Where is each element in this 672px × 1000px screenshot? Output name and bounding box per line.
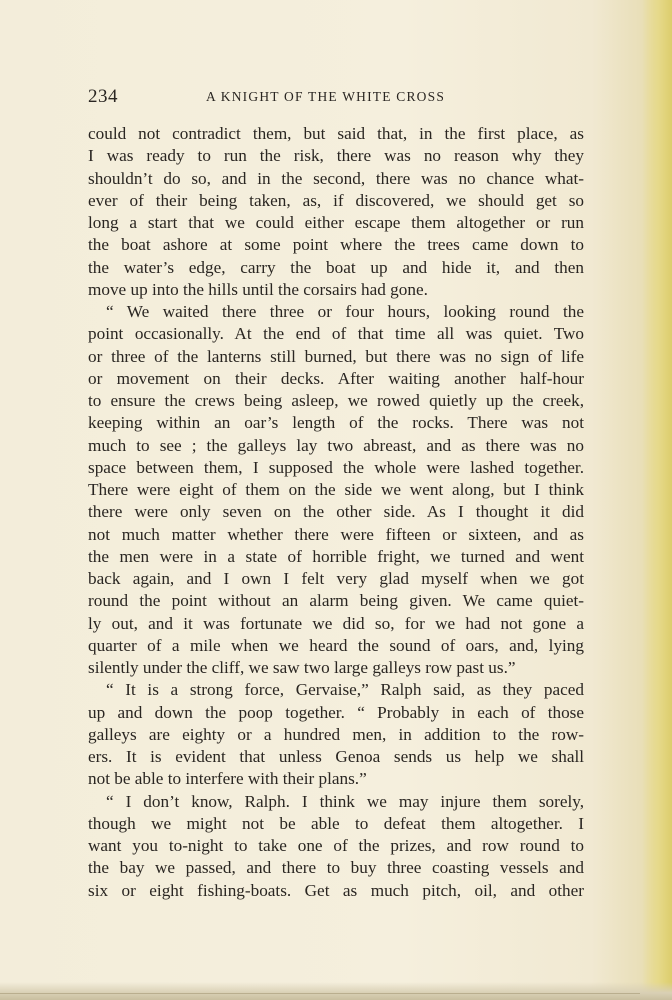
text-line: space between them, I supposed the whole were lashed together. [88, 457, 584, 477]
page-number: 234 [88, 86, 118, 107]
text-line: point occasionally. At the end of that time all was quiet. Two [88, 324, 584, 344]
text-line: I was ready to run the risk, there was no reason why they [88, 146, 584, 166]
text-line: “ We waited there three or four hours, looking round the [106, 302, 584, 321]
text-line: long a start that we could either escape them altogether or run [88, 213, 584, 232]
page-edge-shadow [642, 0, 672, 1000]
text-line: galleys are eighty or a hundred men, in addition to the row- [88, 724, 584, 744]
text-line: six or eight fishing-boats. Get as much pitch, oil, and other [88, 880, 584, 900]
text-line: ers. It is evident that unless Genoa sends us help we shall [88, 747, 584, 766]
text-line: the water’s edge, carry the boat up and hide it, and then [88, 257, 584, 277]
text-line: back again, and I own I felt very glad myself when we got [88, 569, 584, 588]
page-bottom-shadow [0, 982, 672, 1000]
text-line: though we might not be able to defeat them altogether. I [88, 813, 584, 833]
text-line: up and down the poop together. “ Probably in each of those [88, 702, 584, 722]
text-line: or three of the lanterns still burned, but there was no sign of life [88, 346, 584, 366]
text-line: or movement on their decks. After waiting another half-hour [88, 368, 584, 388]
text-line: the bay we passed, and there to buy three coasting vessels and [88, 858, 584, 878]
text-line: ly out, and it was fortunate we did so, for we had not gone a [88, 613, 584, 633]
text-line: quarter of a mile when we heard the sound of oars, and, lying [88, 635, 584, 655]
running-title: A KNIGHT OF THE WHITE CROSS [206, 89, 446, 104]
text-line: shouldn’t do so, and in the second, there was no chance what- [88, 168, 584, 188]
text-line: “ It is a strong force, Gervaise,” Ralph said, as they paced [106, 680, 584, 700]
text-line: There were eight of them on the side we went along, but I think [88, 480, 584, 499]
text-line: there were only seven on the other side. As I thought it did [88, 502, 584, 522]
text-line: not much matter whether there were fifteen or sixteen, and as [88, 524, 584, 544]
text-line: ever of their being taken, as, if discovered, we should get so [88, 190, 584, 210]
text-line: much to see ; the galleys lay two abreast, and as there was no [88, 435, 584, 455]
running-header [88, 86, 584, 110]
text-line: “ I don’t know, Ralph. I think we may injure them sorely, [106, 791, 584, 811]
text-line: not be able to interfere with their plans.” [88, 769, 367, 789]
text-line: want you to-night to take one of the prizes, and row round to [88, 836, 584, 855]
text-line: silently under the cliff, we saw two large galleys row past us.” [88, 658, 516, 677]
text-line: could not contradict them, but said that, in the first place, as [88, 124, 584, 143]
text-line: move up into the hills until the corsairs had gone. [88, 279, 428, 299]
text-line: to ensure the crews being asleep, we rowed quietly up the creek, [88, 391, 584, 410]
text-line: the boat ashore at some point where the trees came down to [88, 235, 584, 255]
text-line: the men were in a state of horrible fright, we turned and went [88, 546, 584, 566]
page-bottom-rule [0, 993, 640, 994]
body-text [88, 123, 584, 902]
text-line: round the point without an alarm being given. We came quiet- [88, 591, 584, 611]
text-line: keeping within an oar’s length of the rocks. There was not [88, 413, 584, 433]
